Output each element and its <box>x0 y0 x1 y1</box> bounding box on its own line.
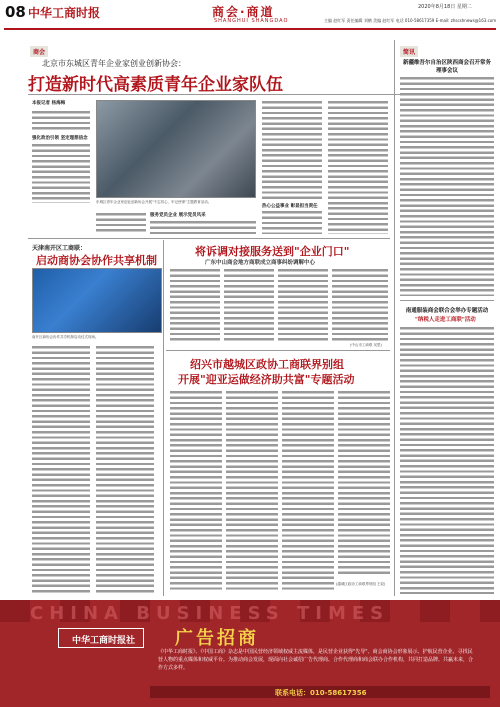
right-column-divider <box>394 40 395 596</box>
story2-col-2 <box>96 345 154 595</box>
main-kicker: 北京市东城区青年企业家创业创新协会： <box>42 59 186 68</box>
story3-headline: 将诉调对接服务送到"企业门口" <box>195 245 350 258</box>
headline-rule <box>28 94 408 95</box>
issue-date: 2020年8月18日 星期二 <box>418 4 472 10</box>
section-label-right: 简讯 <box>400 46 418 57</box>
story3-subhead: 广东中山商会地方商联成立商事纠纷调解中心 <box>205 260 316 266</box>
brief2-headline-2: "纳税人走进工商联"活动 <box>415 317 476 323</box>
main-headline: 打造新时代高素质青年企业家队伍 <box>28 75 283 95</box>
main-col-3b <box>262 210 322 234</box>
story4-headline-1: 绍兴市越城区政协工商联界别组 <box>190 358 344 371</box>
story3-note: (中山市工商联 吴思) <box>350 343 382 347</box>
story2-headline: 启动商协会协作共享机制 <box>36 254 157 267</box>
story2-photo-caption: 南开区商协会协作共享机制启动仪式现场。 <box>32 335 99 339</box>
story3-col-3 <box>278 268 328 342</box>
story4-headline-2: 开展"迎亚运做经济助共富"专题活动 <box>178 373 355 386</box>
story4-col-4 <box>338 390 390 576</box>
page-number: 08 <box>5 3 26 21</box>
main-subhead-3: 服务党员企业 展示党员风采 <box>150 213 206 218</box>
story2-col-1 <box>32 345 90 595</box>
story4-col-1 <box>170 390 222 590</box>
ad-paper-name: 中华工商时报社 <box>72 636 136 646</box>
section-label-left: 商会 <box>30 46 48 57</box>
brief-divider <box>400 300 494 301</box>
main-subhead-4: 热心公益事业 彰显担当责任 <box>262 204 318 209</box>
main-col-3 <box>262 100 322 200</box>
story3-col-2 <box>224 268 274 342</box>
brief2-body <box>400 326 494 594</box>
main-col-1a <box>32 110 90 132</box>
column-divider <box>163 240 164 596</box>
ad-body-text: 《中华工商时报》、《中国工商》杂志是中国民营经济领域权威主流媒体，是民营企业获得"先导"、商会商协会形象展示、护航民营企业、寻找民营人物的重点媒体和权威平台。为推动商会发展，现面向社会诚招广告代理商、合作代理商和商会联办合作机构，共同打造品牌、共赢未来，合作方式多样。 <box>158 649 474 671</box>
story2-kicker: 天津南开区工商联： <box>32 245 87 252</box>
main-col-2b <box>150 220 256 234</box>
story4-col-3 <box>282 390 334 590</box>
ad-title: 广告招商 <box>175 628 259 649</box>
brief2-headline: 南通服装商会联合会举办专题活动 <box>405 308 489 314</box>
story2-photo <box>32 268 162 333</box>
main-byline: 本报记者 杨海梅 <box>32 101 66 106</box>
main-col-2a <box>96 212 146 234</box>
main-subhead-1: 强化政治引领 坚定理想信念 <box>32 136 88 141</box>
story4-byline: (越城区政协工商联界别组 王姣) <box>336 582 386 586</box>
story4-col-2 <box>226 390 278 590</box>
story3-col-4 <box>332 268 388 342</box>
story-divider <box>28 238 390 239</box>
main-photo-caption: 东城区青年企业家创业创新协会开展"不忘初心、牢记使命"主题教育活动。 <box>96 200 212 204</box>
story3-col-1 <box>170 268 220 342</box>
story3-divider <box>166 350 390 351</box>
header-rule <box>4 28 496 30</box>
ad-contact: 联系电话：010-58617356 <box>275 689 367 697</box>
main-col-1b <box>32 143 90 203</box>
brief1-body <box>400 76 494 296</box>
main-col-4 <box>328 100 388 234</box>
brief1-headline: 新疆维吾尔自治区陕西商会召开常务理事会议 <box>402 60 491 74</box>
ad-background-word: CHINA BUSINESS TIMES <box>30 603 390 624</box>
main-photo <box>96 100 256 198</box>
section-pinyin: SHANGHUI SHANGDAO <box>214 18 289 24</box>
editor-info: 主编 赵红军 责任编辑 刘鹤 美编 赵红军 电话 010-58617359 E-mail: zhscshnews@163.com <box>324 18 497 23</box>
section-title: 商会·商道 <box>212 5 275 19</box>
paper-name: 中华工商时报 <box>28 6 101 20</box>
